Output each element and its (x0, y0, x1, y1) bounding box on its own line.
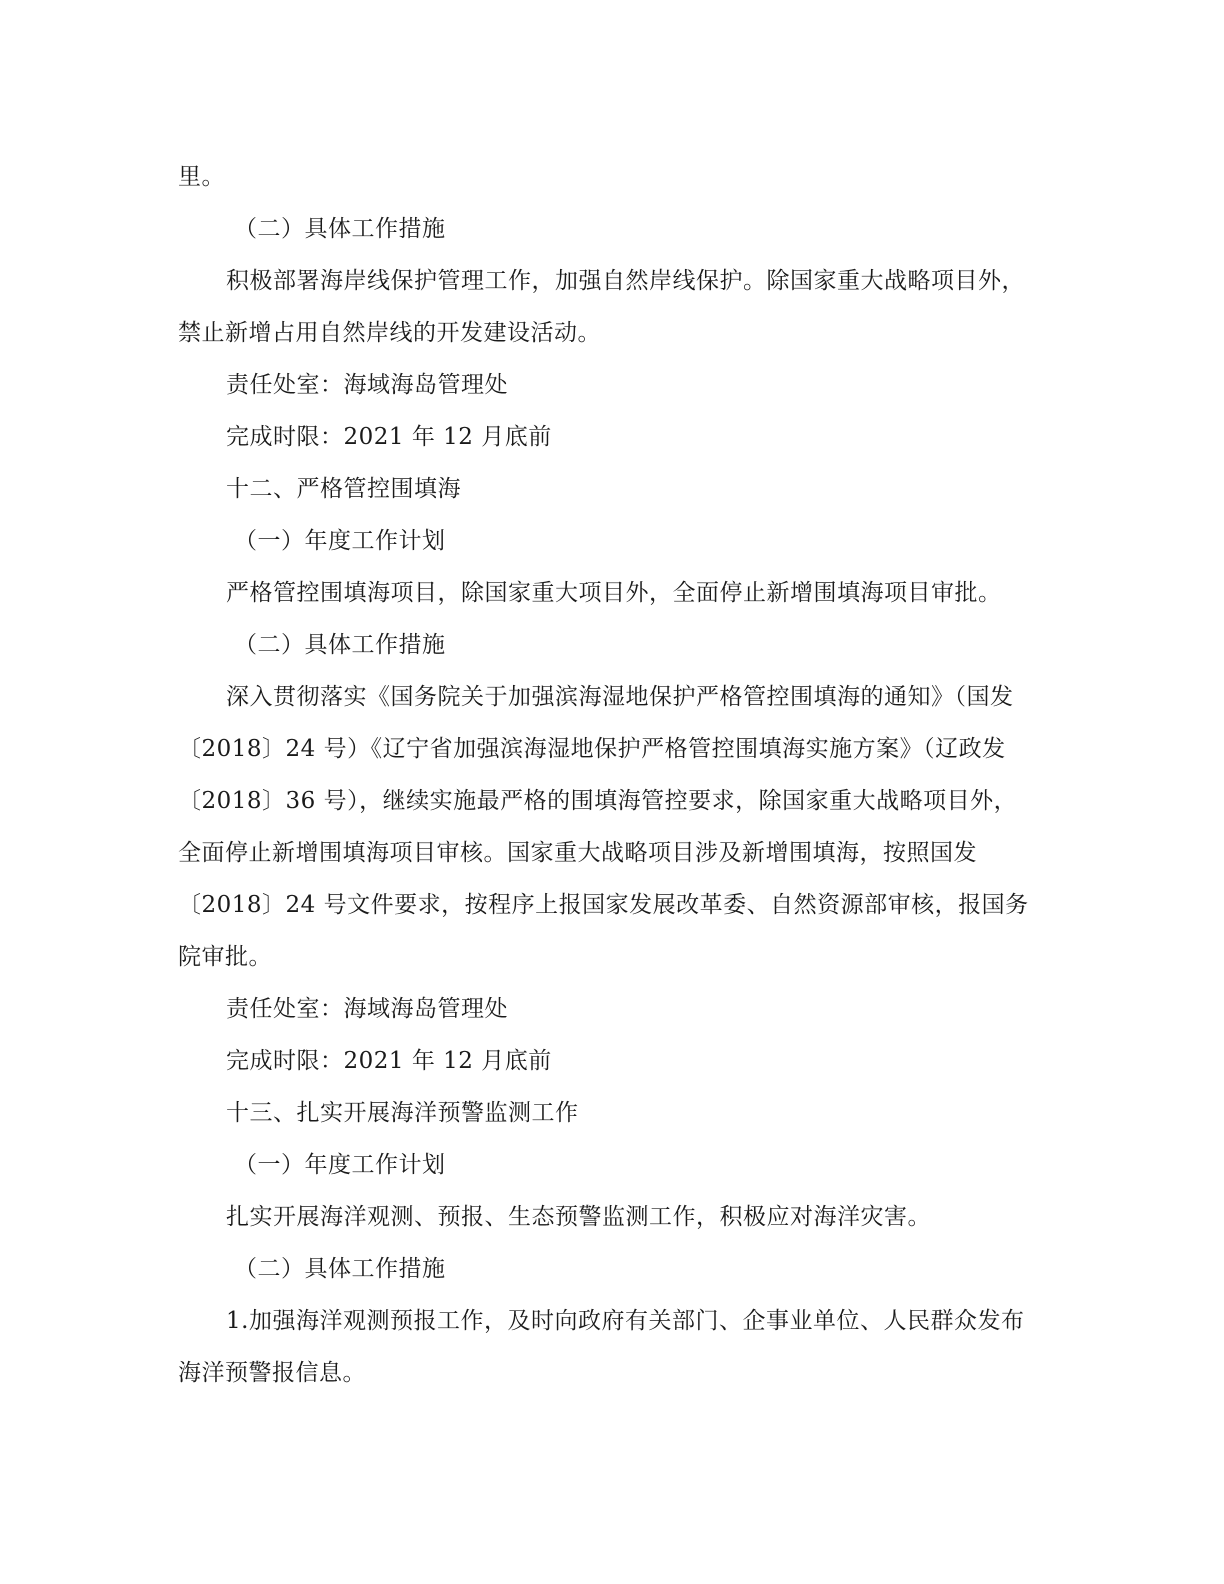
paragraph-line: 海洋预警报信息。 (178, 1360, 366, 1386)
responsible-office: 责任处室：海域海岛管理处 (226, 372, 508, 398)
subsection-heading: （一）年度工作计划 (234, 528, 446, 554)
responsible-office: 责任处室：海域海岛管理处 (226, 996, 508, 1022)
paragraph-line: 〔2018〕24 号文件要求，按程序上报国家发展改革委、自然资源部审核，报国务 (178, 892, 1029, 918)
paragraph-line: 扎实开展海洋观测、预报、生态预警监测工作，积极应对海洋灾害。 (226, 1204, 931, 1230)
subsection-heading: （一）年度工作计划 (234, 1152, 446, 1178)
subsection-heading: （二）具体工作措施 (234, 216, 446, 242)
paragraph-line: 积极部署海岸线保护管理工作，加强自然岸线保护。除国家重大战略项目外， (226, 268, 1025, 294)
subsection-heading: （二）具体工作措施 (234, 632, 446, 658)
paragraph-line: 严格管控围填海项目，除国家重大项目外，全面停止新增围填海项目审批。 (226, 580, 1002, 606)
paragraph-line: 全面停止新增围填海项目审核。国家重大战略项目涉及新增围填海，按照国发 (178, 840, 977, 866)
deadline: 完成时限：2021 年 12 月底前 (226, 1048, 552, 1074)
paragraph-line: 院审批。 (178, 944, 272, 970)
paragraph-continuation: 里。 (178, 164, 225, 190)
section-heading: 十二、严格管控围填海 (226, 476, 461, 502)
section-heading: 十三、扎实开展海洋预警监测工作 (226, 1100, 579, 1126)
paragraph-line: 〔2018〕36 号），继续实施最严格的围填海管控要求，除国家重大战略项目外， (178, 788, 1018, 814)
deadline: 完成时限：2021 年 12 月底前 (226, 424, 552, 450)
paragraph-line: 〔2018〕24 号）《辽宁省加强滨海湿地保护严格管控围填海实施方案》（辽政发 (178, 736, 1006, 762)
paragraph-line: 深入贯彻落实《国务院关于加强滨海湿地保护严格管控围填海的通知》（国发 (226, 684, 1014, 710)
subsection-heading: （二）具体工作措施 (234, 1256, 446, 1282)
paragraph-line: 1.加强海洋观测预报工作，及时向政府有关部门、企事业单位、人民群众发布 (226, 1308, 1025, 1334)
paragraph-line: 禁止新增占用自然岸线的开发建设活动。 (178, 320, 601, 346)
